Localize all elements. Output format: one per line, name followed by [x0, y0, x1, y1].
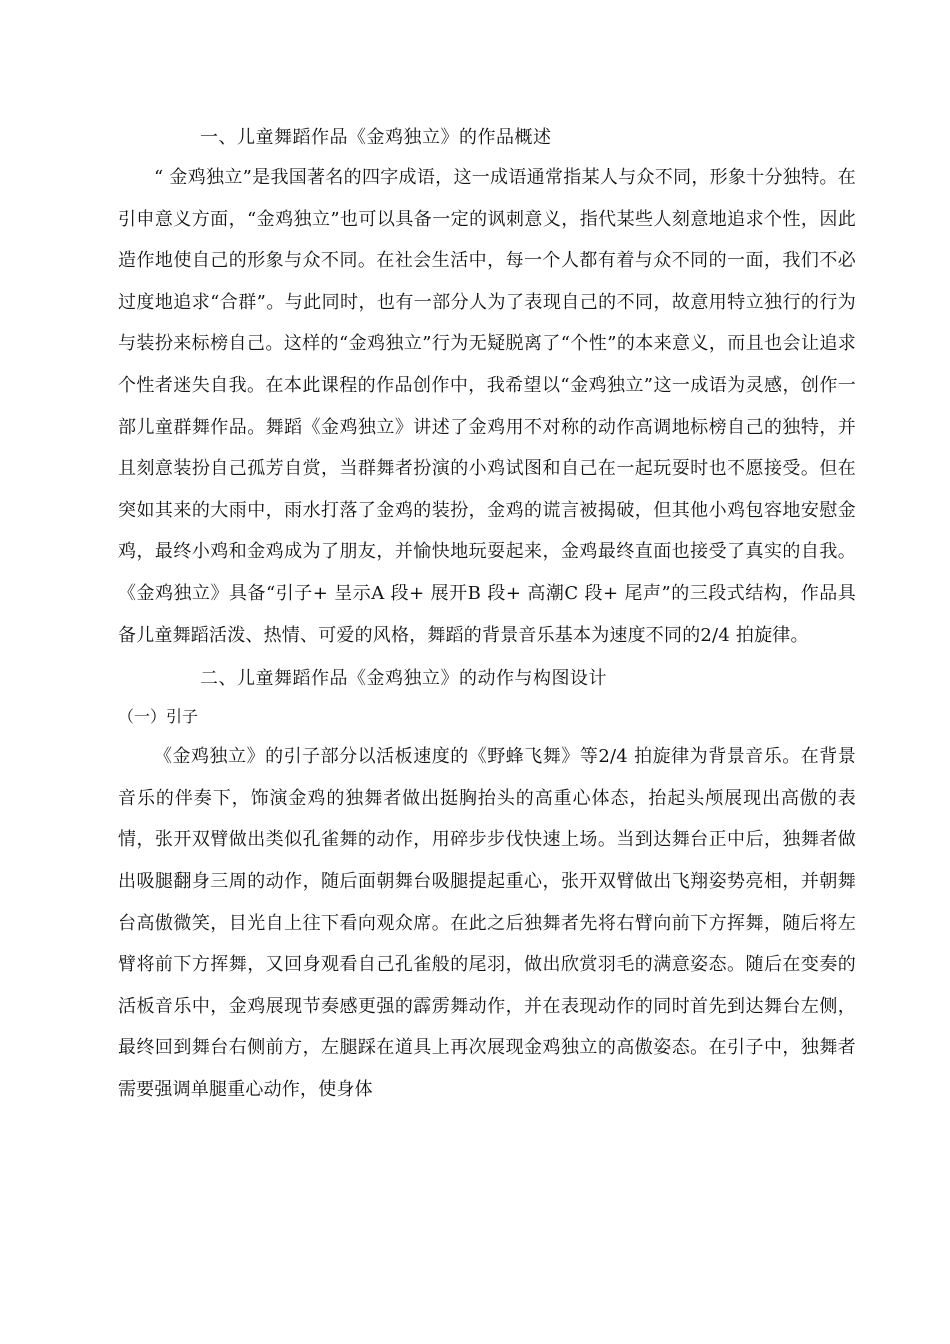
- section-2-paragraph: 《金鸡独立》的引子部分以活板速度的《野蜂飞舞》等2/4 拍旋律为背景音乐。在背景音乐的伴奏下，饰演金鸡的独舞者做出挺胸抬头的高重心体态，抬起头颅展现出高傲的表情，张开双臂做出类似孔雀舞的动作，用碎步步伐快速上场。当到达舞台正中后，独舞者做出吸腿翻身三周的动作，随后面朝舞台吸腿提起重心，张开双臂做出飞翔姿势亮相，并朝舞台高傲微笑，目光自上往下看向观众席。在此之后独舞者先将右臂向前下方挥舞，随后将左臂将前下方挥舞，又回身观看自己孔雀般的尾羽，做出欣赏羽毛的满意姿态。随后在变奏的活板音乐中，金鸡展现节奏感更强的霹雳舞动作，并在表现动作的同时首先到达舞台左侧，最终回到舞台右侧前方，左腿踩在道具上再次展现金鸡独立的高傲姿态。在引子中，独舞者需要强调单腿重心动作，使身体: [118, 746, 856, 1100]
- section-1-heading: 一、儿童舞蹈作品《金鸡独立》的作品概述: [200, 127, 552, 148]
- document-body: [118, 119, 856, 1110]
- section-2-heading: 二、儿童舞蹈作品《金鸡独立》的动作与构图设计: [200, 668, 607, 690]
- section-1-paragraph: “ 金鸡独立”是我国著名的四字成语，这一成语通常指某人与众不同，形象十分独特。在引申意义方面，“金鸡独立”也可以具备一定的讽刺意义，指代某些人刻意地追求个性，因此造作地使自己的形象与众不同。在社会生活中，每一个人都有着与众不同的一面，我们不必过度地追求“合群”。与此同时，也有一部分人为了表现自己的不同，故意用特立独行的行为与装扮来标榜自己。这样的“金鸡独立”行为无疑脱离了“个性”的本来意义，而且也会让追求个性者迷失自我。在本此课程的作品创作中，我希望以“金鸡独立”这一成语为灵感，创作一部儿童群舞作品。舞蹈《金鸡独立》讲述了金鸡用不对称的动作高调地标榜自己的独特，并且刻意装扮自己孤芳自赏，当群舞者扮演的小鸡试图和自己在一起玩耍时也不愿接受。但在突如其来的大雨中，雨水打落了金鸡的装扮，金鸡的谎言被揭破，但其他小鸡包容地安慰金鸡，最终小鸡和金鸡成为了朋友，并愉快地玩耍起来，金鸡最终直面也接受了真实的自我。《金鸡独立》具备“引子+ 呈示A 段+ 展开B 段+ 高潮C 段+ 尾声”的三段式结构，作品具备儿童舞蹈活泼、热情、可爱的风格，舞蹈的背景音乐基本为速度不同的2/4 拍旋律。: [118, 167, 856, 646]
- section-2-subheading: （一）引子: [118, 707, 199, 727]
